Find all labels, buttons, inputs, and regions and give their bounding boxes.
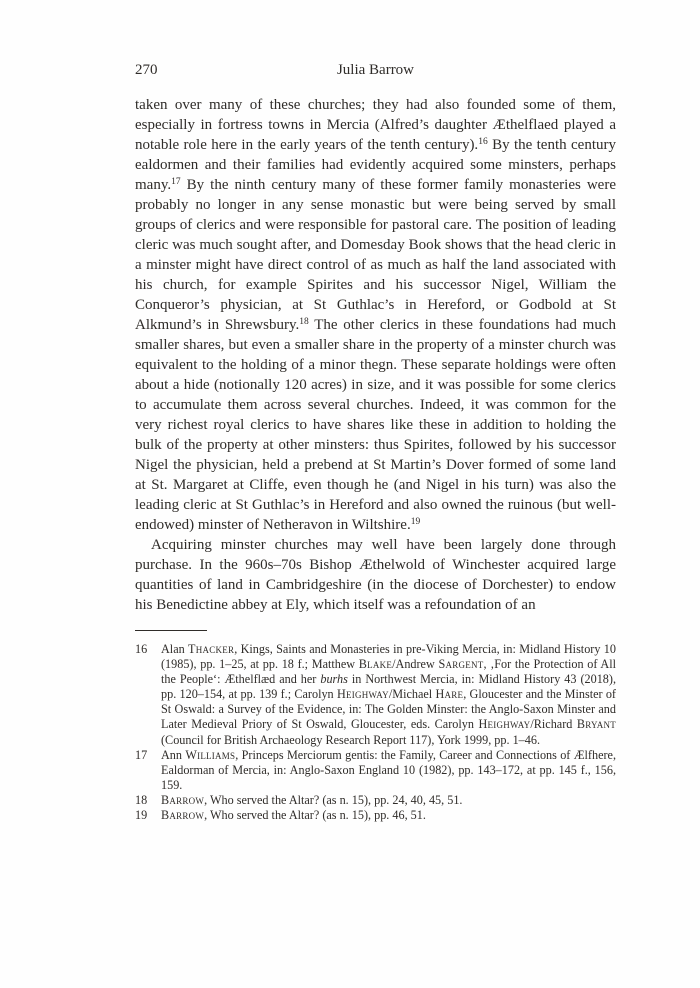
footnote-ref: 18: [299, 317, 309, 327]
footnote-17: [135, 748, 616, 793]
footnote-number: 18: [135, 792, 148, 807]
text-segment: By the tenth century ealdormen and their families had evidently acquired some minsters, perhaps many.: [135, 137, 616, 193]
page-number: 270: [135, 62, 158, 78]
footnote-16: [135, 642, 616, 748]
text-segment: /Richard: [530, 717, 577, 732]
running-header: [135, 60, 616, 80]
text-segment: The other clerics in these foundations had much smaller shares, but even a smaller share in the property of a minster church was equivalent to the holding of a minor thegn. These separate holdings were often about a hide (notionally 120 acres) in size, and it was possible for some clerics to accumulate them across several churches. Indeed, it was common for the very richest royal clerics to have shares like these in addition to holding the bulk of the property at other minsters: thus Spirites, followed by his successor Nigel the physician, held a prebend at St Martin’s Dover formed of some land at St. Margaret at Cliffe, even though he (and Nigel in his turn) was also the leading cleric at St Guthlac’s in Hereford and also owned the ruinous (but well-endowed) minster of Netheravon in Wiltshire.: [135, 317, 616, 533]
text-segment: , Who served the Altar? (as n. 15), pp. 46, 51.: [204, 808, 426, 823]
text-segment: Ann: [161, 747, 186, 762]
body-paragraph-1: [135, 95, 616, 535]
text-segment: , Who served the Altar? (as n. 15), pp. 24, 40, 45, 51.: [204, 792, 463, 807]
body-paragraph-2: [135, 535, 616, 615]
text-segment: Williams: [185, 747, 236, 762]
footnote-text: [161, 642, 616, 748]
text-segment: Barrow: [161, 808, 205, 823]
text-segment: Blake: [358, 657, 393, 672]
footnote-text: [161, 748, 616, 793]
text-segment: By the ninth century many of these former family monasteries were probably no longer in any sense monastic but were being served by small groups of clerics and were responsible for pastoral care. The position of leading cleric was much sought after, and Domesday Book shows that the head cleric in a minster might have direct control of as much as half the land associated with his church, for example Spirites and his successor Nigel, William the Conqueror’s physician, at St Guthlac’s in Hereford, or Godbold at St Alkmund’s in Shrewsbury.: [135, 177, 616, 333]
main-text-block: [135, 95, 616, 615]
text-segment: burhs: [320, 672, 348, 687]
footnote-ref: 19: [410, 517, 421, 527]
footnote-ref: 17: [171, 177, 181, 187]
footnote-19: [135, 808, 616, 823]
text-segment: taken over many of these churches; they had also founded some of them, especially in fortress towns in Mercia (Alfred’s daughter Æthelflaed played a notable role here in the early years of the tenth century).: [135, 97, 616, 153]
footnote-text: [161, 808, 616, 823]
text-segment: /Andrew: [392, 657, 439, 672]
running-head-author: Julia Barrow: [336, 62, 415, 78]
text-segment: , ‚For the Protection of All the People‘: Æthelflæd and her: [161, 657, 616, 687]
text-segment: in Northwest Mercia, in: Midland History 43 (2018), pp. 120–154, at pp. 139 f.; Carolyn: [161, 672, 616, 702]
text-segment: Heighway: [336, 687, 389, 702]
text-segment: Sargent: [438, 657, 484, 672]
text-segment: (Council for British Archaeology Research Report 117), York 1999, pp. 1–46.: [161, 732, 540, 747]
footnote-number: 19: [135, 808, 148, 823]
text-segment: Acquiring minster churches may well have been largely done through purchase. In the 960s–70s Bishop Æthelwold of Winchester acquired large quantities of land in Cambridgeshire (in the diocese of Dorchester) to endow his Benedictine abbey at Ely, which itself was a refoundation of an: [135, 537, 616, 613]
text-segment: Heighway: [478, 717, 531, 732]
text-segment: Bryant: [576, 717, 616, 732]
text-segment: Alan: [161, 642, 189, 656]
text-segment: , Kings, Saints and Monasteries in pre-Viking Mercia, in: Midland History 10 (1985), pp. 1–25, at pp. 18 f.; Matthew: [161, 642, 616, 672]
footnote-text: [161, 793, 616, 808]
footnote-number: 17: [135, 747, 148, 762]
footnote-ref: 16: [478, 137, 488, 147]
text-segment: Barrow: [161, 792, 205, 807]
text-segment: /Michael: [388, 687, 436, 702]
footnotes-section: [135, 642, 616, 823]
footnote-separator-rule: [135, 630, 207, 631]
text-segment: , Princeps Merciorum gentis: the Family, Career and Connections of Ælfhere, Ealdorman of Mercia, in: Anglo-Saxon England 10 (1982), pp. 143–172, at pp. 145 f., 156, 159.: [161, 747, 616, 792]
text-segment: , Gloucester and the Minster of St Oswald: a Survey of the Evidence, in: The Golden Minster: the Anglo-Saxon Minster and Later Medieval Priory of St Oswald, Gloucester, eds. Carolyn: [161, 687, 616, 732]
text-segment: Hare: [435, 687, 464, 702]
footnote-number: 16: [135, 642, 148, 656]
text-segment: Thacker: [188, 642, 235, 656]
footnote-18: [135, 793, 616, 808]
